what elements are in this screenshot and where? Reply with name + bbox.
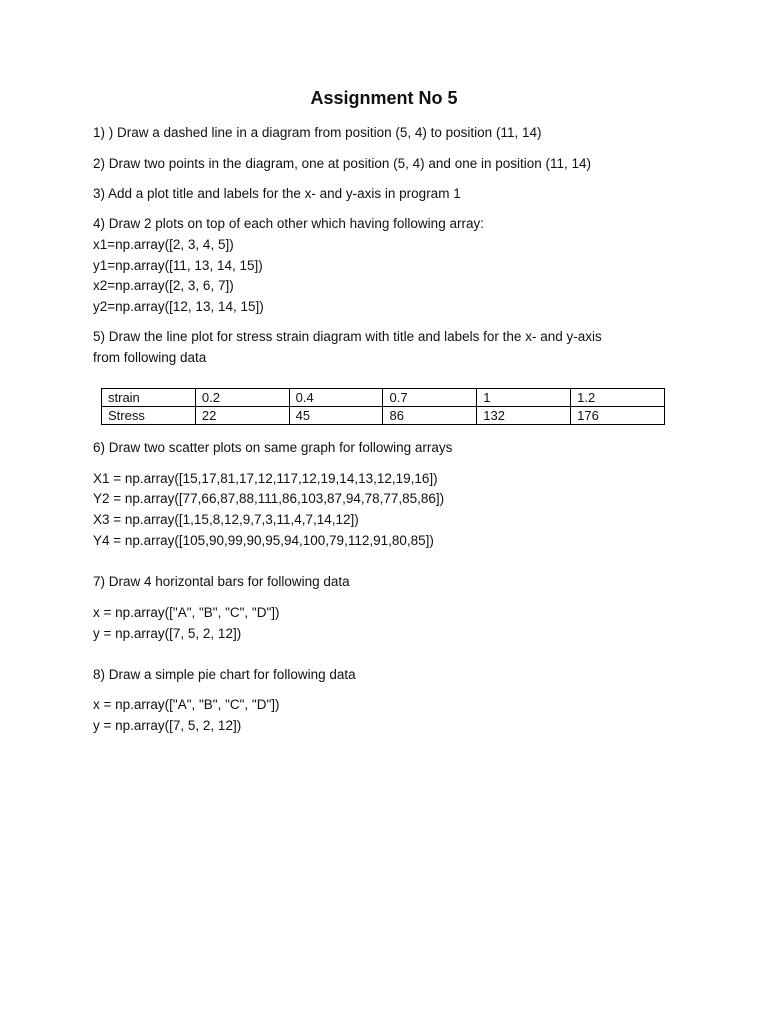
table-cell: strain xyxy=(102,389,196,407)
question-5: 5) Draw the line plot for stress strain diagram with title and labels for the x- and y-axis xyxy=(93,329,602,344)
code-line: x = np.array(["A", "B", "C", "D"]) xyxy=(93,605,280,620)
table-cell: 132 xyxy=(477,407,571,425)
question-5-continued: from following data xyxy=(93,350,207,365)
code-line: Y2 = np.array([77,66,87,88,111,86,103,87,94,78,77,85,86]) xyxy=(93,491,445,506)
table-cell: 176 xyxy=(571,407,665,425)
code-line: y2=np.array([12, 13, 14, 15]) xyxy=(93,299,264,314)
table-row xyxy=(102,407,665,425)
table-cell: 0.2 xyxy=(195,389,289,407)
question-1: 1) ) Draw a dashed line in a diagram from position (5, 4) to position (11, 14) xyxy=(93,125,542,140)
code-line: Y4 = np.array([105,90,99,90,95,94,100,79,112,91,80,85]) xyxy=(93,533,434,548)
code-line: y = np.array([7, 5, 2, 12]) xyxy=(93,718,242,733)
code-line: x1=np.array([2, 3, 4, 5]) xyxy=(93,237,234,252)
table-cell: Stress xyxy=(102,407,196,425)
question-2: 2) Draw two points in the diagram, one at position (5, 4) and one in position (11, 14) xyxy=(93,156,592,171)
code-line: X1 = np.array([15,17,81,17,12,117,12,19,14,13,12,19,16]) xyxy=(93,471,438,486)
code-line: y1=np.array([11, 13, 14, 15]) xyxy=(93,258,263,273)
table-cell: 45 xyxy=(289,407,383,425)
code-line: x = np.array(["A", "B", "C", "D"]) xyxy=(93,697,280,712)
code-line: y = np.array([7, 5, 2, 12]) xyxy=(93,626,242,641)
page-title: Assignment No 5 xyxy=(310,88,458,108)
question-4: 4) Draw 2 plots on top of each other which having following array: xyxy=(93,216,484,231)
question-7: 7) Draw 4 horizontal bars for following data xyxy=(93,574,350,589)
question-8: 8) Draw a simple pie chart for following data xyxy=(93,667,356,682)
stress-strain-table xyxy=(101,388,665,425)
table-cell: 0.4 xyxy=(289,389,383,407)
table-cell: 1 xyxy=(477,389,571,407)
table-cell: 1.2 xyxy=(571,389,665,407)
question-6: 6) Draw two scatter plots on same graph for following arrays xyxy=(93,440,453,455)
question-3: 3) Add a plot title and labels for the x- and y-axis in program 1 xyxy=(93,186,461,201)
table-cell: 86 xyxy=(383,407,477,425)
table-cell: 0.7 xyxy=(383,389,477,407)
table-row xyxy=(102,389,665,407)
code-line: X3 = np.array([1,15,8,12,9,7,3,11,4,7,14,12]) xyxy=(93,512,359,527)
table-cell: 22 xyxy=(195,407,289,425)
code-line: x2=np.array([2, 3, 6, 7]) xyxy=(93,278,234,293)
